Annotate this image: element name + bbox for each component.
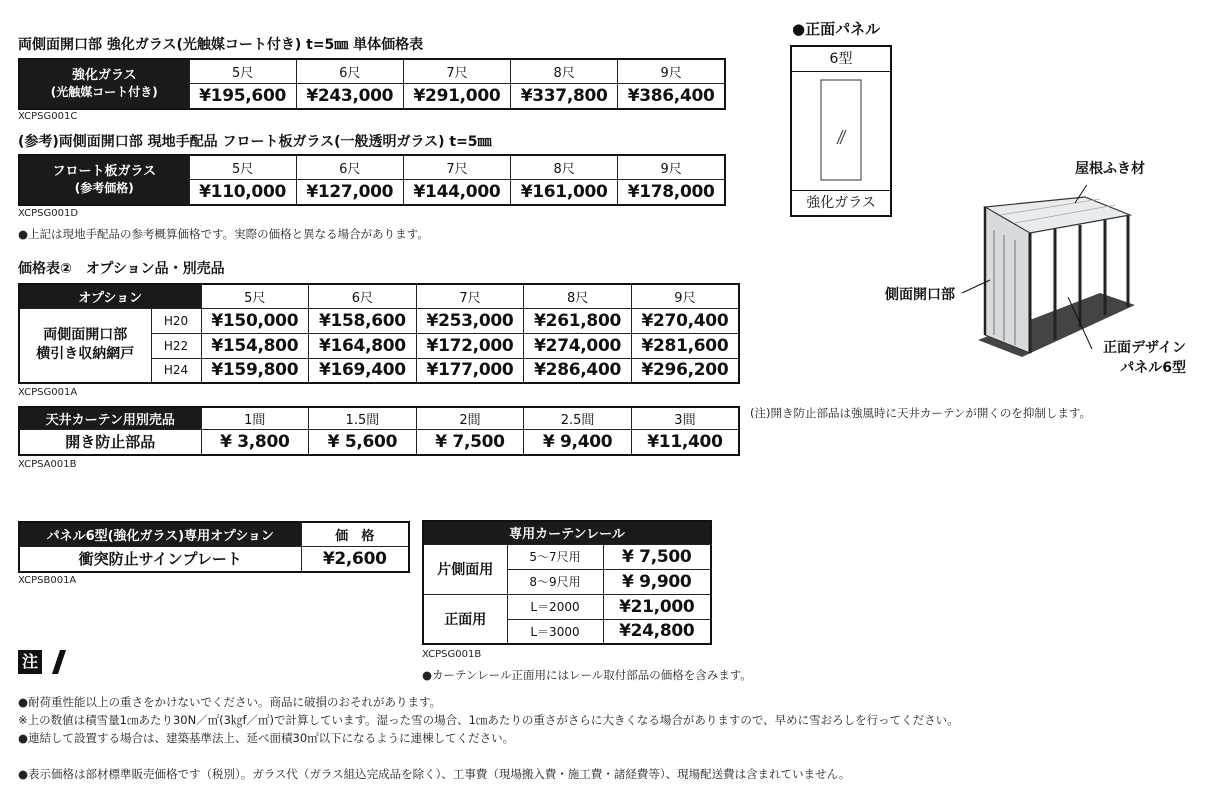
table2-size: 7尺 <box>403 155 510 179</box>
table5-header: パネル6型(強化ガラス)専用オプション <box>19 522 301 546</box>
table1-title: 両側面開口部 強化ガラス(光触媒コート付き) t=5㎜ 単体価格表 <box>18 37 424 53</box>
table5-price-header: 価 格 <box>301 522 409 546</box>
table3-price: ¥158,600 <box>309 308 417 333</box>
diagram-front-label-line1: 正面デザイン <box>1103 340 1187 356</box>
table1-code: XCPSG001C <box>18 111 78 122</box>
table5-price: ¥2,600 <box>301 546 409 572</box>
table1-price: ¥337,800 <box>511 83 618 109</box>
table2-price: ¥110,000 <box>189 179 296 205</box>
table3-price: ¥274,000 <box>524 333 632 358</box>
table2-title: (参考)両側面開口部 現地手配品 フロート板ガラス(一般透明ガラス) t=5㎜ <box>18 134 492 150</box>
table6-group: 片側面用 <box>423 544 507 594</box>
table6-price: ¥ 9,900 <box>603 569 711 594</box>
table6-price: ¥ 7,500 <box>603 544 711 569</box>
table3-size: 7尺 <box>416 284 524 308</box>
table2-size: 9尺 <box>618 155 725 179</box>
table2-price: ¥144,000 <box>403 179 510 205</box>
table3-size: 9尺 <box>631 284 739 308</box>
table4-col: 2.5間 <box>524 407 632 429</box>
carport-diagram <box>960 185 1160 360</box>
table2-size: 6尺 <box>296 155 403 179</box>
table5 <box>18 521 410 573</box>
table1-size: 8尺 <box>511 59 618 83</box>
table6-price: ¥24,800 <box>603 619 711 644</box>
table4-side-note: (注)開き防止部品は強風時に天井カーテンが開くのを抑制します。 <box>750 406 1091 420</box>
table3-price: ¥286,400 <box>524 358 632 383</box>
table3-price: ¥159,800 <box>201 358 309 383</box>
diagram-front-label <box>1103 338 1186 378</box>
table6-spec: L＝3000 <box>507 619 603 644</box>
table6-spec: 8〜9尺用 <box>507 569 603 594</box>
table4-col: 3間 <box>631 407 739 429</box>
table4-col: 1.5間 <box>309 407 417 429</box>
table2-price: ¥161,000 <box>511 179 618 205</box>
table5-label: 衝突防止サインプレート <box>19 546 301 572</box>
diagram-roof-label: 屋根ふき材 <box>1075 161 1145 177</box>
table3-price: ¥154,800 <box>201 333 309 358</box>
panel-glass-label: 強化ガラス <box>792 190 890 215</box>
table4-header: 天井カーテン用別売品 <box>19 407 201 429</box>
table1-price: ¥386,400 <box>618 83 725 109</box>
table3-size: 8尺 <box>524 284 632 308</box>
chu-badge: 注 <box>18 650 42 674</box>
diagram-side-label: 側面開口部 <box>885 287 955 303</box>
table4 <box>18 406 740 456</box>
chu-slash-icon <box>44 650 66 674</box>
table2-price: ¥127,000 <box>296 179 403 205</box>
table3-price: ¥169,400 <box>309 358 417 383</box>
table3-label-line1: 両側面開口部 <box>43 327 128 344</box>
panel-type: 6型 <box>792 47 890 72</box>
table1-label-main: 強化ガラス <box>71 68 137 83</box>
panel-glass-graphic <box>792 72 890 190</box>
note-line: ※上の数値は積雪量1㎝あたり30N／㎡(3㎏f／㎡)で計算しています。湿った雪の場合、1㎝あたりの重さがさらに大きくなる場合がありますので、早めに雪おろしを行ってください。 <box>18 713 959 727</box>
table3-price: ¥164,800 <box>309 333 417 358</box>
table6-spec: L＝2000 <box>507 594 603 619</box>
footer-note: ●表示価格は部材標準販売価格です（税別）。ガラス代（ガラス組込完成品を除く）、工事費（現場搬入費・施工費・諸経費等）、現場配送費は含まれていません。 <box>18 767 851 781</box>
table1-price: ¥291,000 <box>403 83 510 109</box>
table3-label-line2: 横引き収納網戸 <box>36 346 135 363</box>
table5-code: XCPSB001A <box>18 575 77 586</box>
table1-size: 7尺 <box>403 59 510 83</box>
table3-price: ¥177,000 <box>416 358 524 383</box>
table3-size: 5尺 <box>201 284 309 308</box>
table6-code: XCPSG001B <box>422 649 482 660</box>
table1-price: ¥243,000 <box>296 83 403 109</box>
table2-label-main: フロート板ガラス <box>52 164 157 179</box>
note-line: ●耐荷重性能以上の重さをかけないでください。商品に破損のおそれがあります。 <box>18 695 442 709</box>
table2-size: 8尺 <box>511 155 618 179</box>
table3-price: ¥296,200 <box>631 358 739 383</box>
table3-height: H24 <box>151 358 201 383</box>
panel-title: ●正面パネル <box>792 20 881 38</box>
table1-label <box>19 59 189 109</box>
table2-label <box>19 155 189 205</box>
table3-code: XCPSG001A <box>18 387 78 398</box>
table1-size: 5尺 <box>189 59 296 83</box>
table4-col: 1間 <box>201 407 309 429</box>
table2-label-sub: (参考価格) <box>74 181 134 195</box>
table6-price: ¥21,000 <box>603 594 711 619</box>
table4-price: ¥ 3,800 <box>201 429 309 455</box>
table3-size: 6尺 <box>309 284 417 308</box>
table2-size: 5尺 <box>189 155 296 179</box>
table3 <box>18 283 740 384</box>
table3-header: オプション <box>19 284 201 308</box>
table4-price: ¥ 5,600 <box>309 429 417 455</box>
table3-price: ¥270,400 <box>631 308 739 333</box>
panel-drawing <box>790 45 892 217</box>
table6-note: ●カーテンレール正面用にはレール取付部品の価格を含みます。 <box>422 668 752 682</box>
table4-price: ¥11,400 <box>631 429 739 455</box>
table3-height: H22 <box>151 333 201 358</box>
carport-side <box>985 207 1030 353</box>
table2-code: XCPSG001D <box>18 208 79 219</box>
table3-title: 価格表② オプション品・別売品 <box>18 261 225 277</box>
table2 <box>18 154 726 206</box>
table3-label <box>19 308 151 383</box>
table3-price: ¥172,000 <box>416 333 524 358</box>
table1-label-sub: (光触媒コート付き) <box>50 85 158 99</box>
table6-header: 専用カーテンレール <box>423 521 711 544</box>
table2-note: ●上記は現地手配品の参考概算価格です。実際の価格と異なる場合があります。 <box>18 227 429 241</box>
table1-size: 6尺 <box>296 59 403 83</box>
table4-price: ¥ 7,500 <box>416 429 524 455</box>
table4-price: ¥ 9,400 <box>524 429 632 455</box>
table4-label: 開き防止部品 <box>19 429 201 455</box>
table1-size: 9尺 <box>618 59 725 83</box>
table6 <box>422 520 712 645</box>
note-line: ●連結して設置する場合は、建築基準法上、延べ面積30㎡以下になるように連棟してください。 <box>18 731 515 745</box>
table3-price: ¥261,800 <box>524 308 632 333</box>
table3-height: H20 <box>151 308 201 333</box>
table6-spec: 5〜7尺用 <box>507 544 603 569</box>
table4-col: 2間 <box>416 407 524 429</box>
diagram-front-label-line2: パネル6型 <box>1120 360 1187 376</box>
table4-code: XCPSA001B <box>18 459 77 470</box>
table3-price: ¥281,600 <box>631 333 739 358</box>
table1-price: ¥195,600 <box>189 83 296 109</box>
table1 <box>18 58 726 110</box>
table3-price: ¥253,000 <box>416 308 524 333</box>
table6-group: 正面用 <box>423 594 507 644</box>
table3-price: ¥150,000 <box>201 308 309 333</box>
table2-price: ¥178,000 <box>618 179 725 205</box>
